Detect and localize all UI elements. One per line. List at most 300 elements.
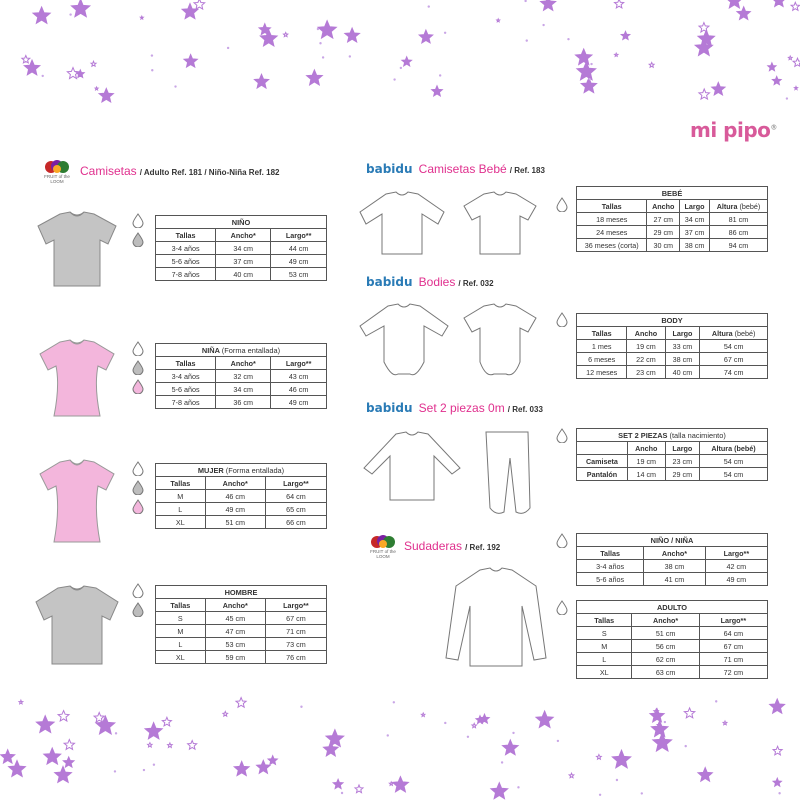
column-header: [577, 442, 628, 455]
baby-longsleeve-tee: [352, 190, 452, 260]
tshirt-pink-women: [34, 456, 120, 546]
table-caption: NIÑO / NIÑA: [650, 535, 694, 545]
table-cell: 71 cm: [699, 653, 767, 666]
table-cell: XL: [156, 516, 206, 529]
table-cell: 71 cm: [265, 625, 326, 638]
table-row: [577, 560, 768, 573]
size-table-hombre: [155, 585, 327, 664]
table-cell: 56 cm: [632, 640, 699, 653]
star-icon: [162, 717, 171, 726]
dot-icon: [501, 761, 503, 763]
table-cell: 41 cm: [644, 573, 705, 586]
star-icon: [254, 74, 268, 88]
table-cell: 23 cm: [665, 455, 699, 468]
star-icon: [491, 783, 508, 799]
column-header: Largo**: [271, 357, 327, 370]
table-row: [156, 255, 327, 268]
table-cell: 46 cm: [271, 383, 327, 396]
star-icon: [44, 748, 61, 764]
star-icon: [569, 773, 574, 778]
table-header-row: [577, 614, 768, 627]
table-cell: 40 cm: [665, 366, 700, 379]
dot-icon: [685, 745, 687, 747]
table-cell: XL: [577, 666, 632, 679]
star-icon: [684, 708, 695, 718]
table-cell: 76 cm: [265, 651, 326, 664]
star-icon: [649, 63, 654, 68]
column-header: Tallas: [577, 547, 644, 560]
star-icon: [236, 698, 246, 708]
table-cell: 67 cm: [700, 353, 768, 366]
table-cell: 24 meses: [577, 226, 647, 239]
column-header: Ancho*: [216, 357, 271, 370]
dot-icon: [664, 721, 666, 723]
dot-icon: [444, 722, 446, 724]
table-caption-row: [156, 344, 327, 357]
table-cell: 49 cm: [705, 573, 767, 586]
star-icon: [698, 768, 712, 782]
star-icon: [257, 760, 271, 773]
dot-icon: [393, 78, 395, 80]
star-icon: [22, 56, 30, 63]
fruit-icon: [42, 158, 72, 174]
dot-icon: [526, 39, 528, 41]
table-row: [577, 340, 768, 353]
column-header: Altura (bebé): [700, 327, 768, 340]
table-cell: 62 cm: [632, 653, 699, 666]
drop-white-icon: [556, 428, 568, 443]
star-icon: [788, 56, 792, 60]
size-table-mujer: [155, 463, 327, 529]
fruit-of-the-loom-logo: [42, 158, 72, 182]
table-cell: Pantalón: [577, 468, 628, 481]
table-cell: 34 cm: [680, 213, 710, 226]
baby-shortsleeve-body: [458, 302, 542, 382]
table-row: [156, 396, 327, 409]
table-row: [156, 490, 327, 503]
table-cell: 54 cm: [700, 468, 768, 481]
dot-icon: [393, 701, 395, 703]
star-icon: [268, 756, 277, 765]
dot-icon: [786, 97, 788, 99]
drop-white-icon: [132, 213, 144, 228]
column-header: Largo**: [705, 547, 767, 560]
table-caption: ADULTO: [656, 602, 688, 612]
star-icon: [615, 53, 618, 56]
dot-icon: [153, 763, 155, 765]
table-header-row: [156, 357, 327, 370]
table-cell: 94 cm: [709, 239, 767, 252]
table-cell: 49 cm: [271, 396, 327, 409]
star-icon: [63, 757, 74, 767]
drop-grey-icon: [132, 480, 144, 495]
table-cell: XL: [156, 651, 206, 664]
star-icon: [76, 70, 84, 78]
table-caption: NIÑO: [231, 217, 251, 227]
star-icon: [541, 0, 556, 10]
drop-white-icon: [132, 583, 144, 598]
drop-grey-icon: [132, 602, 144, 617]
table-header-row: [577, 547, 768, 560]
column-header: Ancho: [627, 442, 665, 455]
size-table-body: [576, 313, 768, 379]
column-header: Tallas: [577, 200, 647, 213]
table-caption-row: [156, 464, 327, 477]
table-cell: L: [156, 503, 206, 516]
star-icon: [699, 23, 709, 32]
table-cell: 51 cm: [205, 516, 265, 529]
column-header: Ancho: [647, 200, 680, 213]
tshirt-grey-kids: [32, 208, 122, 290]
table-cell: 19 cm: [627, 455, 665, 468]
table-cell: L: [156, 638, 206, 651]
size-table-sudadera-adulto: [576, 600, 768, 679]
table-cell: 53 cm: [205, 638, 265, 651]
table-caption-row: [156, 216, 327, 229]
dot-icon: [517, 786, 519, 788]
dot-icon: [143, 769, 145, 771]
star-icon: [472, 723, 476, 727]
dot-icon: [400, 67, 402, 69]
table-cell: 64 cm: [265, 490, 326, 503]
table-header-row: [577, 200, 768, 213]
drop-white-icon: [556, 197, 568, 212]
column-header: Tallas: [156, 357, 216, 370]
drop-white-icon: [132, 461, 144, 476]
table-caption-row: [577, 534, 768, 547]
star-icon: [55, 767, 72, 783]
star-icon: [497, 19, 500, 22]
star-icon: [421, 713, 425, 716]
star-icon: [1, 750, 15, 763]
title-sudaderas: Sudaderas / Ref. 192: [404, 539, 501, 553]
color-swatches-hombre: [132, 583, 146, 621]
column-header: Largo: [665, 327, 700, 340]
dot-icon: [428, 5, 430, 7]
table-row: [577, 653, 768, 666]
baby-longsleeve-body: [352, 302, 456, 382]
star-icon: [581, 78, 596, 93]
dot-icon: [115, 732, 117, 734]
table-cell: 33 cm: [665, 340, 700, 353]
table-cell: 65 cm: [265, 503, 326, 516]
star-icon: [597, 755, 602, 760]
table-cell: 37 cm: [680, 226, 710, 239]
table-cell: 66 cm: [265, 516, 326, 529]
star-icon: [91, 61, 96, 66]
dot-icon: [300, 706, 302, 708]
star-icon: [419, 30, 433, 43]
drop-white-icon: [556, 533, 568, 548]
drop-white-icon: [132, 341, 144, 356]
size-table-set2: [576, 428, 768, 481]
star-icon: [36, 716, 54, 733]
table-cell: 6 meses: [577, 353, 627, 366]
column-header: Largo**: [265, 477, 326, 490]
table-caption: NIÑA: [201, 345, 220, 355]
table-cell: 18 meses: [577, 213, 647, 226]
table-caption: SET 2 PIEZAS: [618, 430, 668, 440]
dot-icon: [616, 779, 618, 781]
star-border-bottom: [0, 690, 800, 800]
table-cell: 38 cm: [665, 353, 700, 366]
dot-icon: [588, 78, 590, 80]
table-cell: 19 cm: [627, 340, 665, 353]
table-cell: 51 cm: [632, 627, 699, 640]
table-cell: 3-4 años: [156, 242, 216, 255]
dot-icon: [151, 54, 153, 56]
star-icon: [773, 746, 782, 755]
star-icon: [326, 730, 344, 747]
color-swatches-mujer: [132, 461, 146, 518]
dot-icon: [174, 85, 176, 87]
table-cell: 29 cm: [665, 468, 699, 481]
dot-icon: [317, 28, 319, 30]
table-cell: 40 cm: [216, 268, 271, 281]
table-cell: 12 meses: [577, 366, 627, 379]
star-border-top: [0, 0, 800, 110]
drop-grey-icon: [132, 232, 144, 247]
table-cell: 7-8 años: [156, 396, 216, 409]
table-row: [156, 242, 327, 255]
drop-pink-icon: [132, 379, 144, 394]
star-icon: [503, 740, 519, 755]
table-row: [577, 239, 768, 252]
star-icon: [432, 86, 443, 96]
tshirt-pink-girl: [34, 336, 120, 420]
table-cell: 5-6 años: [156, 383, 216, 396]
star-icon: [402, 57, 412, 66]
table-cell: Camiseta: [577, 455, 628, 468]
dot-icon: [319, 42, 321, 44]
dot-icon: [715, 700, 717, 702]
column-header: Altura (bebé): [709, 200, 767, 213]
dot-icon: [467, 736, 469, 738]
table-cell: 3-4 años: [577, 560, 644, 573]
star-icon: [699, 89, 710, 99]
table-cell: 53 cm: [271, 268, 327, 281]
table-cell: 34 cm: [216, 383, 271, 396]
table-caption-note: (talla nacimiento): [669, 430, 726, 440]
star-icon: [536, 711, 553, 727]
mi-pipo-logo: mi pipo®: [690, 118, 777, 142]
baby-set-pants: [474, 428, 540, 520]
table-header-row: [156, 599, 327, 612]
dot-icon: [349, 55, 351, 57]
table-row: [156, 651, 327, 664]
size-table-nino: [155, 215, 327, 281]
star-icon: [615, 0, 624, 8]
drop-white-icon: [556, 600, 568, 615]
star-icon: [793, 58, 800, 66]
table-row: [156, 268, 327, 281]
table-cell: 54 cm: [700, 455, 768, 468]
table-row: [156, 612, 327, 625]
star-icon: [773, 778, 781, 786]
star-icon: [95, 87, 98, 90]
dot-icon: [557, 740, 559, 742]
table-caption: MUJER: [197, 465, 224, 475]
star-icon: [393, 777, 409, 792]
table-caption-note: (Forma entallada): [225, 465, 285, 475]
size-table-sudadera-nino: [576, 533, 768, 586]
star-icon: [64, 740, 74, 750]
table-cell: 30 cm: [647, 239, 680, 252]
column-header: Ancho*: [632, 614, 699, 627]
table-cell: S: [577, 627, 632, 640]
dot-icon: [567, 38, 569, 40]
table-cell: 1 mes: [577, 340, 627, 353]
table-cell: 36 meses (corta): [577, 239, 647, 252]
table-caption-row: [577, 314, 768, 327]
table-caption-note: (Forma entallada): [221, 345, 281, 355]
column-header: Largo**: [265, 599, 326, 612]
star-icon: [33, 7, 50, 23]
table-row: [577, 573, 768, 586]
star-icon: [770, 699, 785, 713]
table-cell: 14 cm: [627, 468, 665, 481]
table-caption-row: [577, 187, 768, 200]
drop-pink-icon: [132, 499, 144, 514]
drop-grey-icon: [132, 360, 144, 375]
table-row: [577, 627, 768, 640]
dot-icon: [444, 32, 446, 34]
table-cell: 73 cm: [265, 638, 326, 651]
dot-icon: [524, 0, 526, 2]
star-icon: [182, 4, 198, 19]
star-icon: [772, 0, 786, 7]
table-cell: L: [577, 653, 632, 666]
table-row: [156, 625, 327, 638]
table-cell: 38 cm: [644, 560, 705, 573]
color-swatches-nino: [132, 213, 146, 251]
star-icon: [307, 70, 323, 85]
star-icon: [577, 62, 596, 80]
drop-white-icon: [556, 312, 568, 327]
table-cell: 67 cm: [265, 612, 326, 625]
star-icon: [345, 28, 360, 42]
table-row: [577, 640, 768, 653]
table-header-row: [577, 442, 768, 455]
table-caption: HOMBRE: [224, 587, 258, 597]
star-icon: [194, 0, 205, 9]
column-header: Ancho*: [205, 477, 265, 490]
column-header: Ancho*: [644, 547, 705, 560]
column-header: Tallas: [577, 614, 632, 627]
dot-icon: [641, 792, 643, 794]
dot-icon: [341, 792, 343, 794]
table-row: [577, 468, 768, 481]
table-row: [156, 383, 327, 396]
dot-icon: [114, 770, 116, 772]
table-cell: 5-6 años: [156, 255, 216, 268]
table-caption-row: [156, 586, 327, 599]
star-icon: [791, 2, 800, 10]
star-icon: [94, 713, 104, 723]
star-icon: [768, 63, 776, 71]
table-cell: 34 cm: [216, 242, 271, 255]
star-icon: [772, 76, 781, 84]
star-icon: [318, 21, 336, 38]
star-icon: [737, 7, 750, 20]
column-header: Ancho: [627, 327, 665, 340]
table-cell: 27 cm: [647, 213, 680, 226]
column-header: Largo: [680, 200, 710, 213]
star-icon: [576, 49, 592, 65]
table-cell: M: [156, 625, 206, 638]
dot-icon: [590, 63, 592, 65]
table-cell: 54 cm: [700, 340, 768, 353]
dot-icon: [542, 24, 544, 26]
table-caption: BODY: [661, 315, 683, 325]
column-header: Largo**: [271, 229, 327, 242]
table-cell: 45 cm: [205, 612, 265, 625]
star-icon: [168, 743, 173, 748]
table-row: [577, 213, 768, 226]
star-icon: [99, 88, 113, 102]
table-row: [156, 370, 327, 383]
star-icon: [188, 741, 197, 750]
star-icon: [794, 87, 797, 90]
table-cell: 63 cm: [632, 666, 699, 679]
star-icon: [67, 68, 78, 79]
title-set2: babidu Set 2 piezas 0m / Ref. 033: [366, 401, 543, 415]
table-header-row: [156, 477, 327, 490]
table-row: [156, 503, 327, 516]
star-icon: [612, 750, 630, 768]
color-swatches-nina: [132, 341, 146, 398]
table-cell: 43 cm: [271, 370, 327, 383]
table-cell: 29 cm: [647, 226, 680, 239]
table-cell: 44 cm: [271, 242, 327, 255]
star-icon: [184, 55, 197, 68]
table-cell: 22 cm: [627, 353, 665, 366]
table-cell: M: [577, 640, 632, 653]
table-caption-row: [577, 429, 768, 442]
star-icon: [726, 0, 742, 8]
size-table-nina: [155, 343, 327, 409]
star-icon: [234, 761, 249, 775]
star-icon: [723, 721, 727, 725]
column-header: Tallas: [156, 477, 206, 490]
dot-icon: [439, 74, 441, 76]
column-header: Altura (bebé): [700, 442, 768, 455]
star-icon: [355, 785, 363, 793]
fruit-caption: FRUIT of the LOOM: [44, 174, 70, 184]
table-cell: 49 cm: [205, 503, 265, 516]
size-table-bebe: [576, 186, 768, 252]
table-cell: 42 cm: [705, 560, 767, 573]
star-icon: [148, 743, 153, 747]
title-camisetas: Camisetas / Adulto Ref. 181 / Niño-Niña Ref. 182: [80, 164, 280, 178]
star-icon: [58, 711, 69, 721]
column-header: Tallas: [156, 599, 206, 612]
column-header: Tallas: [577, 327, 627, 340]
star-icon: [71, 0, 89, 17]
table-cell: 67 cm: [699, 640, 767, 653]
star-icon: [650, 709, 664, 722]
table-cell: 47 cm: [205, 625, 265, 638]
dot-icon: [778, 792, 780, 794]
star-icon: [333, 779, 343, 788]
column-header: Largo**: [699, 614, 767, 627]
dot-icon: [227, 47, 229, 49]
table-row: [156, 516, 327, 529]
star-icon: [712, 82, 725, 95]
table-cell: 37 cm: [216, 255, 271, 268]
star-icon: [621, 31, 630, 39]
table-cell: 38 cm: [680, 239, 710, 252]
